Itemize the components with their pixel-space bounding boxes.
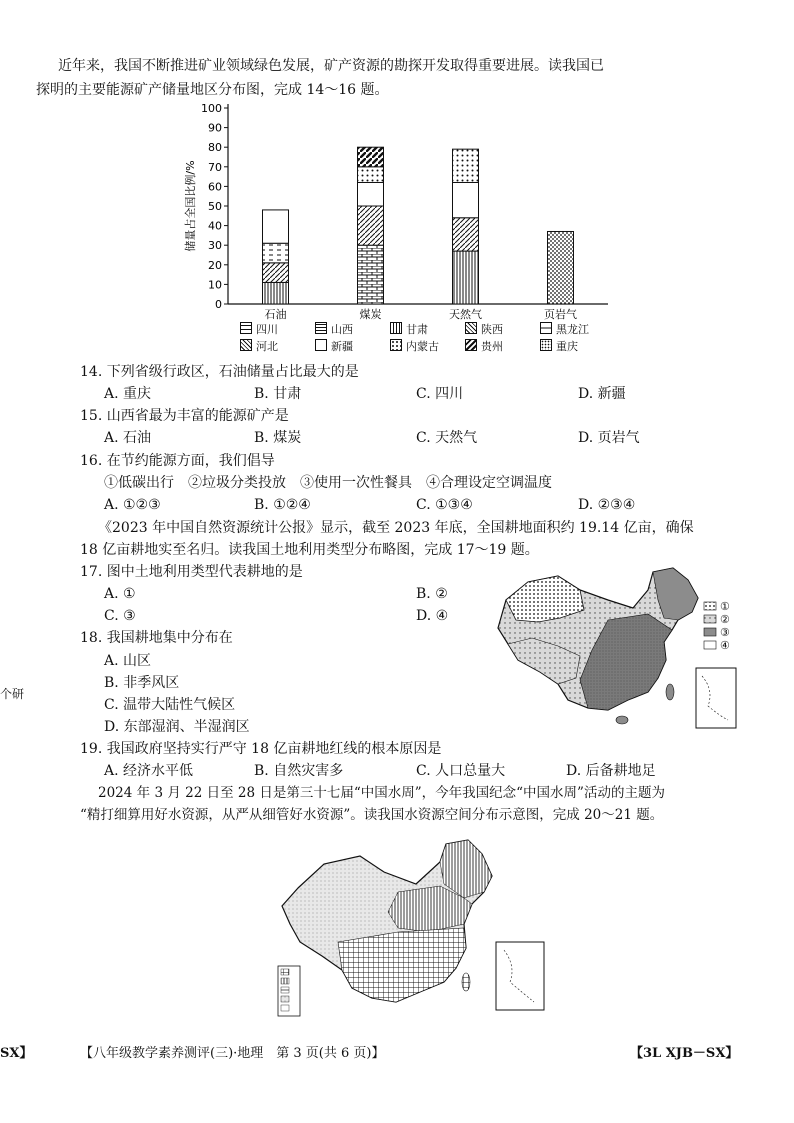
bar-segment-黑龙江 [263, 243, 289, 263]
map-south-sea-inset [696, 668, 736, 728]
bar-segment-甘肃 [263, 282, 289, 304]
y-tick-label: 0 [215, 298, 222, 311]
footer-right: 【3L XJB－SX】 [630, 1046, 739, 1061]
q17-option-a[interactable]: A. ① [104, 586, 136, 602]
map-legend-3: ③ [720, 626, 730, 639]
q16-option-d[interactable]: D. ②③④ [578, 497, 636, 513]
q19-option-c[interactable]: C. 人口总量大 [416, 763, 506, 779]
q17-option-c[interactable]: C. ③ [104, 608, 136, 624]
y-tick-label: 50 [208, 200, 222, 213]
q16-option-c[interactable]: C. ①③④ [416, 497, 473, 513]
passage2-line1: 《2023 年中国自然资源统计公报》显示，截至 2023 年底，全国耕地面积约 19.14 亿亩，确保 [98, 520, 694, 536]
y-axis-label: 储量占全国比例/% [184, 160, 197, 252]
water-region-south [338, 928, 466, 1002]
q15-option-a[interactable]: A. 石油 [104, 430, 152, 446]
map-legend-1: ① [720, 600, 730, 613]
bar-segment-甘肃 [453, 251, 479, 304]
y-tick-label: 70 [208, 160, 222, 174]
q17-option-d[interactable]: D. ④ [416, 608, 449, 624]
map-taiwan [666, 684, 674, 700]
y-tick-label: 100 [201, 102, 222, 115]
legend-item-heilongjiang: 黑龙江 [540, 322, 589, 337]
legend-item-sichuan: 四川 [240, 322, 278, 337]
map-hainan [616, 716, 628, 724]
passage1-line2: 探明的主要能源矿产储量地区分布图，完成 14～16 题。 [36, 82, 389, 98]
legend-item-shaanxi: 陕西 [465, 322, 503, 337]
water-map-taiwan [462, 973, 470, 991]
question-14-stem: 14. 下列省级行政区，石油储量占比最大的是 [80, 364, 359, 380]
energy-reserve-chart [180, 98, 620, 320]
legend-item-gansu: 甘肃 [390, 322, 428, 337]
bar-segment-陕西 [263, 263, 289, 283]
q14-option-c[interactable]: C. 四川 [416, 386, 464, 402]
q19-option-a[interactable]: A. 经济水平低 [104, 763, 194, 779]
passage1-line1: 近年来，我国不断推进矿业领域绿色发展，矿产资源的勘探开发取得重要进展。读我国已 [58, 58, 604, 74]
y-tick-label: 80 [208, 141, 222, 155]
y-tick-label: 20 [208, 258, 222, 272]
q16-option-b[interactable]: B. ①②④ [254, 497, 311, 513]
passage3-line1: 2024 年 3 月 22 日至 28 日是第三十七届“中国水周”，今年我国纪念“中国水周”活动的主题为 [98, 785, 665, 801]
y-tick-label: 10 [208, 278, 222, 292]
x-tick-label: 页岩气 [544, 308, 577, 320]
bar-segment-新疆 [358, 182, 384, 206]
bar-segment-重庆 [548, 231, 574, 304]
y-tick-label: 90 [208, 121, 222, 135]
footer-left: SX】 [0, 1046, 33, 1061]
q18-option-a[interactable]: A. 山区 [104, 653, 152, 669]
x-tick-label: 煤炭 [359, 308, 382, 320]
passage2-line2: 18 亿亩耕地实至名归。读我国土地利用类型分布略图，完成 17～19 题。 [80, 542, 539, 558]
legend-item-chongqing: 重庆 [540, 339, 578, 354]
q15-option-c[interactable]: C. 天然气 [416, 430, 478, 446]
bar-segment-内蒙古 [453, 149, 479, 182]
legend-item-neimenggu: 内蒙古 [390, 339, 439, 354]
y-tick-label: 30 [208, 239, 222, 253]
question-17-stem: 17. 图中土地利用类型代表耕地的是 [80, 564, 303, 580]
question-19-stem: 19. 我国政府坚持实行严守 18 亿亩耕地红线的根本原因是 [80, 741, 442, 757]
bar-segment-新疆 [453, 182, 479, 217]
bar-segment-贵州 [358, 147, 384, 167]
map-legend-2: ② [720, 613, 730, 626]
bar-segment-山西 [358, 245, 384, 304]
q14-option-a[interactable]: A. 重庆 [104, 386, 152, 402]
bar-segment-内蒙古 [358, 167, 384, 183]
question-16-items: ①低碳出行 ②垃圾分类投放 ③使用一次性餐具 ④合理设定空调温度 [104, 475, 552, 491]
question-15-stem: 15. 山西省最为丰富的能源矿产是 [80, 408, 289, 424]
q14-option-b[interactable]: B. 甘肃 [254, 386, 302, 402]
bar-segment-新疆 [263, 210, 289, 243]
x-tick-label: 天然气 [449, 308, 482, 320]
q15-option-b[interactable]: B. 煤炭 [254, 430, 302, 446]
legend-item-hebei: 河北 [240, 339, 278, 354]
question-18-stem: 18. 我国耕地集中分布在 [80, 630, 233, 646]
y-tick-label: 60 [208, 180, 222, 194]
question-16-stem: 16. 在节约能源方面，我们倡导 [80, 453, 275, 469]
q17-option-b[interactable]: B. ② [416, 586, 448, 602]
bar-segment-陕西 [453, 218, 479, 251]
q19-option-d[interactable]: D. 后备耕地足 [566, 763, 656, 779]
legend-item-shanxi: 山西 [315, 322, 353, 337]
legend-item-guizhou: 贵州 [465, 339, 503, 354]
q15-option-d[interactable]: D. 页岩气 [578, 430, 640, 446]
q18-option-d[interactable]: D. 东部湿润、半湿润区 [104, 719, 250, 735]
passage3-line2: “精打细算用好水资源，从严从细管好水资源”。读我国水资源空间分布示意图，完成 20～21 题。 [80, 807, 664, 823]
x-tick-label: 石油 [264, 308, 287, 320]
q19-option-b[interactable]: B. 自然灾害多 [254, 763, 344, 779]
map-legend-4: ④ [720, 639, 730, 652]
y-tick-label: 40 [208, 219, 222, 233]
footer-center: 【八年级教学素养测评(三)·地理 第 3 页(共 6 页)】 [80, 1046, 385, 1061]
q16-option-a[interactable]: A. ①②③ [104, 497, 161, 513]
water-resources-map [268, 832, 558, 1028]
q18-option-c[interactable]: C. 温带大陆性气候区 [104, 697, 236, 713]
legend-item-xinjiang: 新疆 [315, 339, 353, 354]
q14-option-d[interactable]: D. 新疆 [578, 386, 626, 402]
q18-option-b[interactable]: B. 非季风区 [104, 675, 180, 691]
bar-segment-陕西 [358, 206, 384, 245]
water-map-south-sea-inset [496, 942, 544, 1010]
margin-text: 个研 [0, 687, 25, 701]
